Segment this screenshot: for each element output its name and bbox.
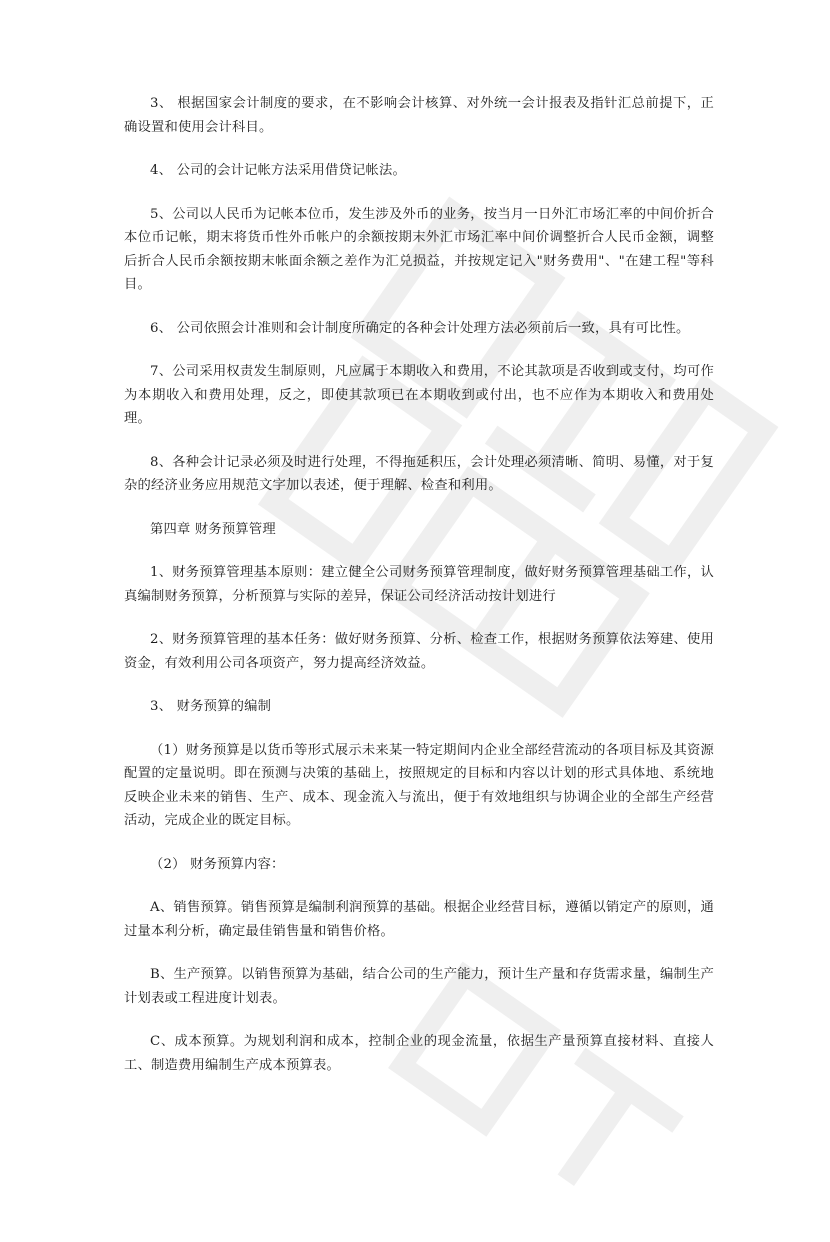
paragraph: 8、各种会计记录必须及时进行处理，不得拖延积压，会计处理必须清晰、简明、易懂，对于复杂的经济业务应用规范文字加以表述，便于理解、检查和利用。 — [124, 454, 714, 493]
paragraph: C、成本预算。为规划利润和成本，控制企业的现金流量，依据生产量预算直接材料、直接人工、制造费用编制生产成本预算表。 — [124, 1034, 714, 1073]
paragraph: 1、财务预算管理基本原则：建立健全公司财务预算管理制度，做好财务预算管理基础工作，认真编制财务预算，分析预算与实际的差异，保证公司经济活动按计划进行 — [124, 565, 714, 604]
subsection-heading: （2） 财务预算内容： — [150, 856, 285, 872]
paragraph: 4、 公司的会计记帐方法采用借贷记帐法。 — [150, 163, 407, 178]
paragraph: 2、财务预算管理的基本任务：做好财务预算、分析、检查工作，根据财务预算依法筹建、使用资金，有效利用公司各项资产，努力提高经济效益。 — [124, 632, 714, 671]
paragraph: A、销售预算。销售预算是编制利润预算的基础。根据企业经营目标，遵循以销定产的原则，通过量本利分析，确定最佳销售量和销售价格。 — [124, 900, 714, 939]
paragraph: 7、公司采用权责发生制原则，凡应属于本期收入和费用，不论其款项是否收到或支付，均可作为本期收入和费用处理，反之，即使其款项已在本期收到或付出，也不应作为本期收入和费用处理。 — [124, 364, 714, 426]
section-heading: 3、 财务预算的编制 — [150, 699, 272, 714]
paragraph: 5、公司以人民币为记帐本位币，发生涉及外币的业务，按当月一日外汇市场汇率的中间价折合本位币记帐，期末将货币性外币帐户的余额按期末外汇市场汇率中间价调整折合人民币金额，调整后折合人民币余额按期末帐面余额之差作为汇兑损益，并按规定记入"财务费用"、"在建工程"等科目。 — [124, 206, 714, 292]
paragraph: 6、 公司依照会计准则和会计制度所确定的各种会计处理方法必须前后一致，具有可比性。 — [150, 320, 690, 336]
chapter-heading: 第四章 财务预算管理 — [150, 521, 276, 537]
paragraph: 3、 根据国家会计制度的要求，在不影响会计核算、对外统一会计报表及指针汇总前提下，正确设置和使用会计科目。 — [124, 96, 714, 135]
paragraph: B、生产预算。以销售预算为基础，结合公司的生产能力，预计生产量和存货需求量，编制生产计划表或工程进度计划表。 — [124, 967, 714, 1006]
paragraph: （1）财务预算是以货币等形式展示未来某一特定期间内企业全部经营流动的各项目标及其资源配置的定量说明。即在预测与决策的基础上，按照规定的目标和内容以计划的形式具体地、系统地反映企业未来的销售、生产、成本、现金流入与流出，便于有效地组织与协调企业的全部生产经营活动，完成企业的既定目标。 — [124, 742, 714, 828]
document-body — [124, 92, 714, 1097]
